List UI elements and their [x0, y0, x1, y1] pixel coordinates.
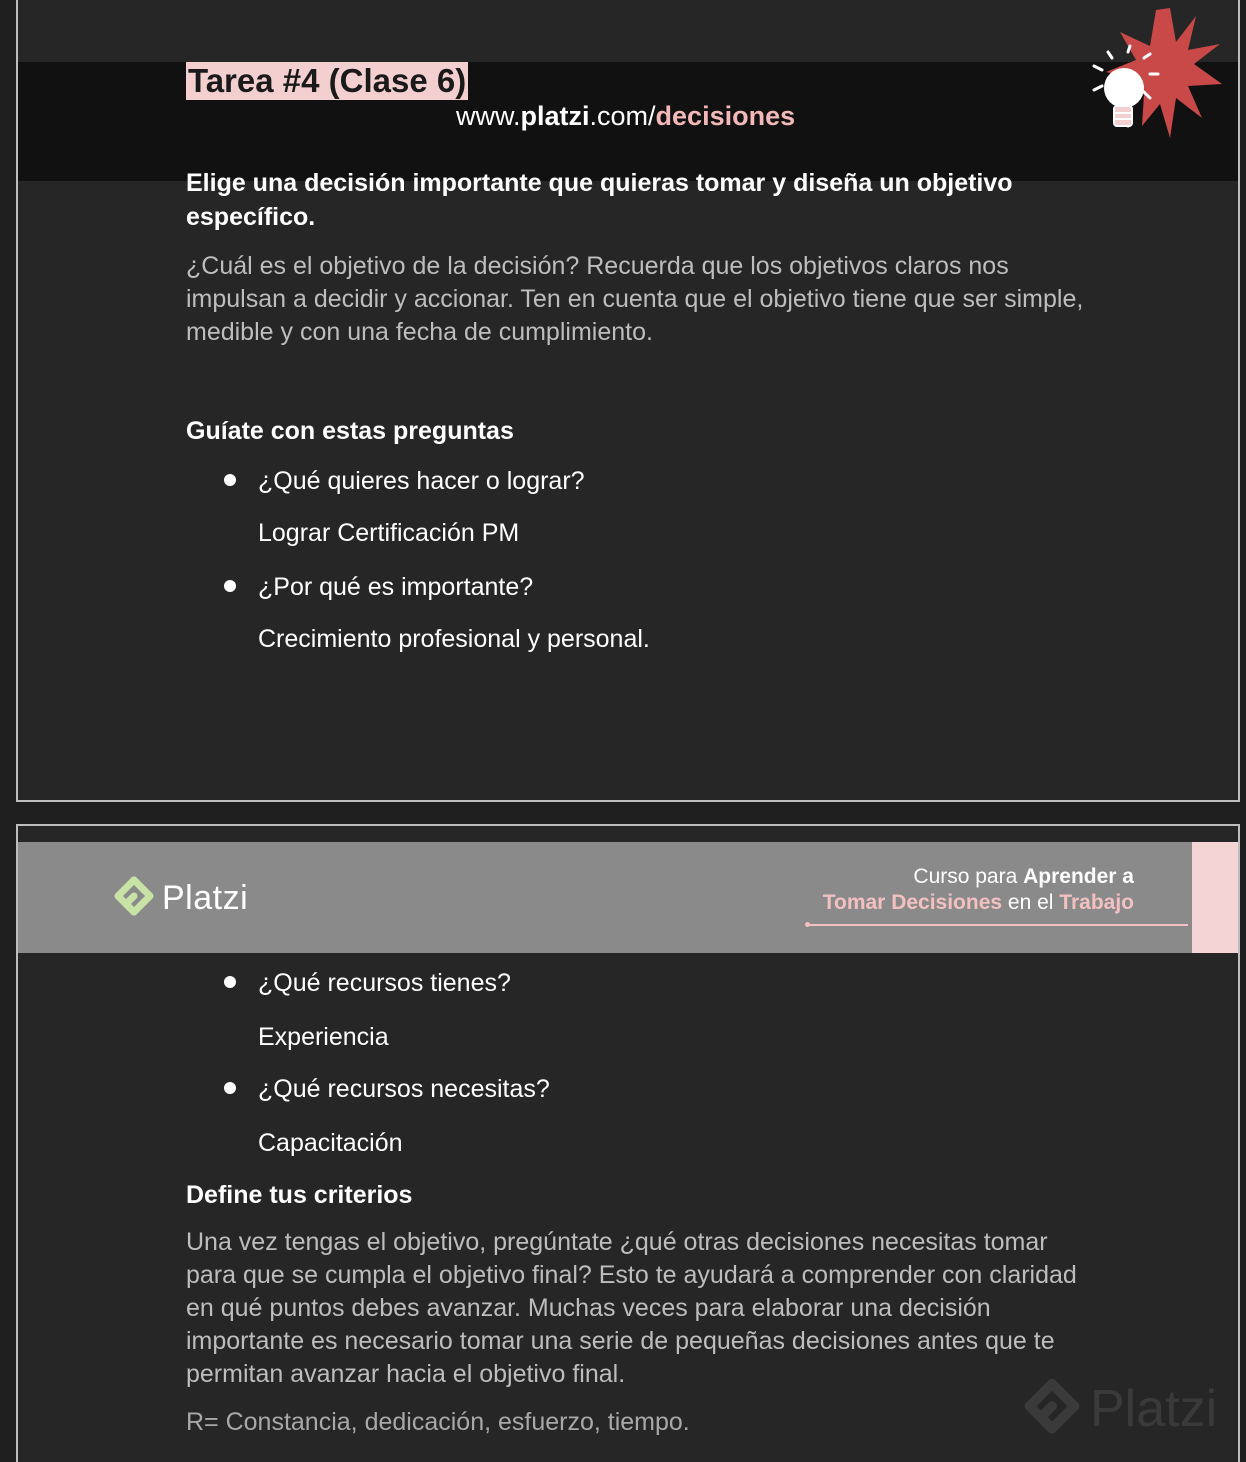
platzi-watermark-icon: [1024, 1376, 1080, 1442]
question-text: ¿Qué recursos tienes?: [258, 969, 511, 997]
answer-text: Lograr Certificación PM: [258, 519, 520, 547]
url-middle: .com/: [589, 101, 656, 131]
answer-text: Capacitación: [258, 1129, 403, 1157]
watermark-text: Platzi: [1090, 1380, 1218, 1438]
course-part-4: en el: [1002, 891, 1060, 914]
document-page-1: [16, 0, 1240, 802]
logo-text: Platzi: [162, 878, 249, 917]
question-text: ¿Qué recursos necesitas?: [258, 1075, 550, 1103]
page-title: Tarea #4 (Clase 6): [188, 62, 467, 99]
questions-heading: Guíate con estas preguntas: [186, 417, 514, 445]
response-text: R= Constancia, dedicación, esfuerzo, tiempo.: [186, 1408, 690, 1436]
answer-text: Crecimiento profesional y personal.: [258, 625, 650, 653]
platzi-logo: [114, 876, 248, 920]
list-item: [224, 967, 511, 999]
lightbulb-burst-icon: [1072, 2, 1222, 147]
question-text: ¿Qué quieres hacer o lograr?: [258, 467, 585, 495]
intro-body: ¿Cuál es el objetivo de la decisión? Recuerda que los objetivos claros nos impulsan a decidir y accionar. Ten en cuenta que el objetivo tiene que ser simple, medible y con una fecha de cumplimiento.: [186, 252, 1084, 346]
criteria-heading: Define tus criterios: [186, 1181, 413, 1209]
page-header: [18, 842, 1240, 953]
bullet-icon: [224, 1082, 236, 1094]
url-prefix: www.: [456, 101, 521, 131]
course-part-3: Tomar Decisiones: [822, 891, 1003, 914]
course-url: [456, 100, 795, 132]
course-part-5: Trabajo: [1059, 891, 1134, 914]
document-page-2: [16, 824, 1240, 1462]
intro-heading: Elige una decisión importante que quieras tomar y diseña un objetivo específico.: [186, 169, 1013, 231]
url-path: decisiones: [655, 101, 796, 131]
platzi-watermark: [1024, 1376, 1217, 1442]
criteria-body: Una vez tengas el objetivo, pregúntate ¿qué otras decisiones necesitas tomar para que se cumpla el objetivo final? Esto te ayudará a comprender con claridad en qué puntos debes avanzar. Muchas veces para elaborar una decisión importante es necesario tomar una serie de pequeñas decisiones antes que te permitan avanzar hacia el objetivo final.: [186, 1228, 1077, 1388]
list-item: [224, 1073, 550, 1105]
answer-text: Experiencia: [258, 1023, 389, 1051]
course-title: [823, 864, 1134, 916]
bullet-icon: [224, 580, 236, 592]
course-part-1: Curso para: [913, 865, 1024, 888]
platzi-logo-icon: [114, 876, 154, 920]
list-item: [224, 571, 533, 603]
list-item: [224, 465, 585, 497]
bullet-icon: [224, 976, 236, 988]
course-part-2: Aprender a: [1023, 865, 1134, 888]
url-brand: platzi: [520, 101, 590, 131]
question-text: ¿Por qué es importante?: [258, 573, 534, 601]
bullet-icon: [224, 474, 236, 486]
course-underline: [806, 924, 1188, 926]
accent-block: [1192, 842, 1240, 953]
